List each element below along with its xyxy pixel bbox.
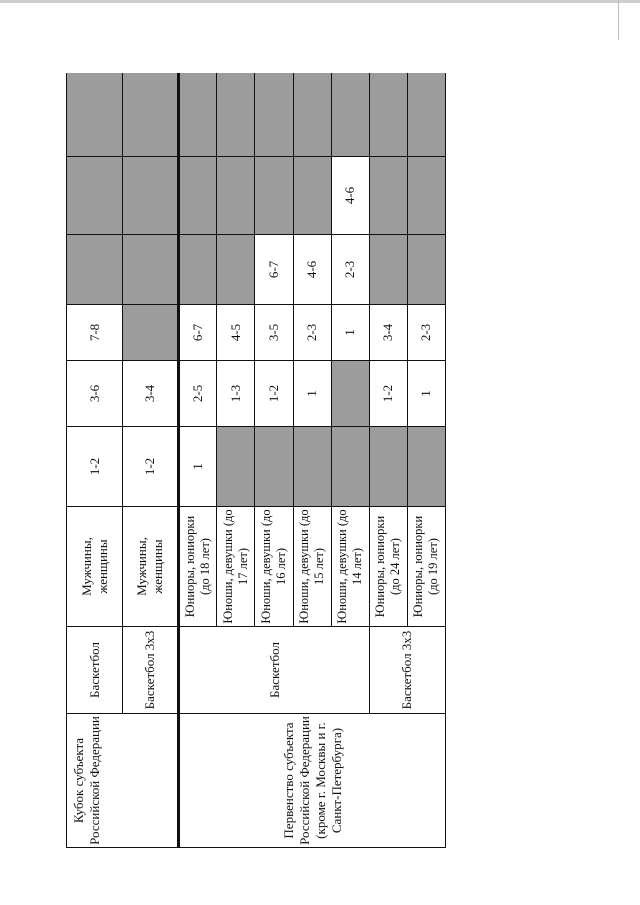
place-cell: 1-2: [255, 361, 293, 427]
place-cell: 1-2: [369, 361, 407, 427]
empty-shaded-cell: [217, 157, 255, 235]
empty-shaded-cell: [123, 157, 179, 235]
category-cell: Мужчины, женщины: [67, 507, 123, 627]
empty-shaded-cell: [293, 73, 331, 157]
category-cell: Юниоры, юниорки (до 18 лет): [179, 507, 217, 627]
place-cell: 1-2: [67, 427, 123, 507]
empty-shaded-cell: [369, 157, 407, 235]
event-championship: Первенство субъекта Российской Федерации (кроме г. Москвы и г. Санкт-Петербурга): [179, 714, 446, 848]
ranking-table-frame: [66, 73, 446, 848]
place-cell: 3-4: [369, 305, 407, 361]
empty-shaded-cell: [217, 235, 255, 305]
empty-shaded-cell: [179, 235, 217, 305]
place-cell: 6-7: [179, 305, 217, 361]
empty-shaded-cell: [123, 73, 179, 157]
place-cell: 2-3: [331, 235, 369, 305]
discipline-basketball-3x3: Баскетбол 3х3: [369, 627, 445, 714]
empty-shaded-cell: [331, 427, 369, 507]
place-cell: 1-3: [217, 361, 255, 427]
event-cup: Кубок субъекта Российской Федерации: [67, 714, 179, 848]
place-cell: 7-8: [67, 305, 123, 361]
place-cell: 6-7: [255, 235, 293, 305]
place-cell: 1: [331, 305, 369, 361]
category-cell: Юноши, девушки (до 16 лет): [255, 507, 293, 627]
empty-shaded-cell: [369, 235, 407, 305]
discipline-basketball-3x3: Баскетбол 3х3: [123, 627, 179, 714]
empty-shaded-cell: [293, 157, 331, 235]
empty-shaded-cell: [179, 73, 217, 157]
empty-shaded-cell: [369, 73, 407, 157]
category-cell: Мужчины, женщины: [123, 507, 179, 627]
place-cell: 3-5: [255, 305, 293, 361]
place-cell: 2-5: [179, 361, 217, 427]
place-cell: 4-5: [217, 305, 255, 361]
discipline-basketball: Баскетбол: [67, 627, 123, 714]
empty-shaded-cell: [255, 157, 293, 235]
place-cell: 1-2: [123, 427, 179, 507]
empty-shaded-cell: [407, 157, 445, 235]
empty-shaded-cell: [179, 157, 217, 235]
category-cell: Юноши, девушки (до 15 лет): [293, 507, 331, 627]
scan-edge-top: [0, 0, 640, 3]
empty-shaded-cell: [123, 305, 179, 361]
empty-shaded-cell: [407, 235, 445, 305]
empty-shaded-cell: [67, 235, 123, 305]
place-cell: 3-4: [123, 361, 179, 427]
scan-edge-right: [618, 0, 619, 40]
place-cell: 2-3: [293, 305, 331, 361]
empty-shaded-cell: [331, 361, 369, 427]
category-cell: Юниоры, юниорки (до 19 лет): [407, 507, 445, 627]
empty-shaded-cell: [293, 427, 331, 507]
ranking-table: [66, 73, 446, 848]
empty-shaded-cell: [123, 235, 179, 305]
empty-shaded-cell: [369, 427, 407, 507]
category-cell: Юноши, девушки (до 17 лет): [217, 507, 255, 627]
place-cell: 2-3: [407, 305, 445, 361]
place-cell: 1: [407, 361, 445, 427]
empty-shaded-cell: [255, 73, 293, 157]
empty-shaded-cell: [67, 157, 123, 235]
place-cell: 3-6: [67, 361, 123, 427]
place-cell: 1: [179, 427, 217, 507]
empty-shaded-cell: [331, 73, 369, 157]
place-cell: 1: [293, 361, 331, 427]
category-cell: Юноши, девушки (до 14 лет): [331, 507, 369, 627]
empty-shaded-cell: [407, 73, 445, 157]
empty-shaded-cell: [217, 73, 255, 157]
category-cell: Юниоры, юниорки (до 24 лет): [369, 507, 407, 627]
place-cell: 4-6: [293, 235, 331, 305]
empty-shaded-cell: [255, 427, 293, 507]
empty-shaded-cell: [217, 427, 255, 507]
empty-shaded-cell: [407, 427, 445, 507]
discipline-basketball: Баскетбол: [179, 627, 369, 714]
empty-shaded-cell: [67, 73, 123, 157]
place-cell: 4-6: [331, 157, 369, 235]
